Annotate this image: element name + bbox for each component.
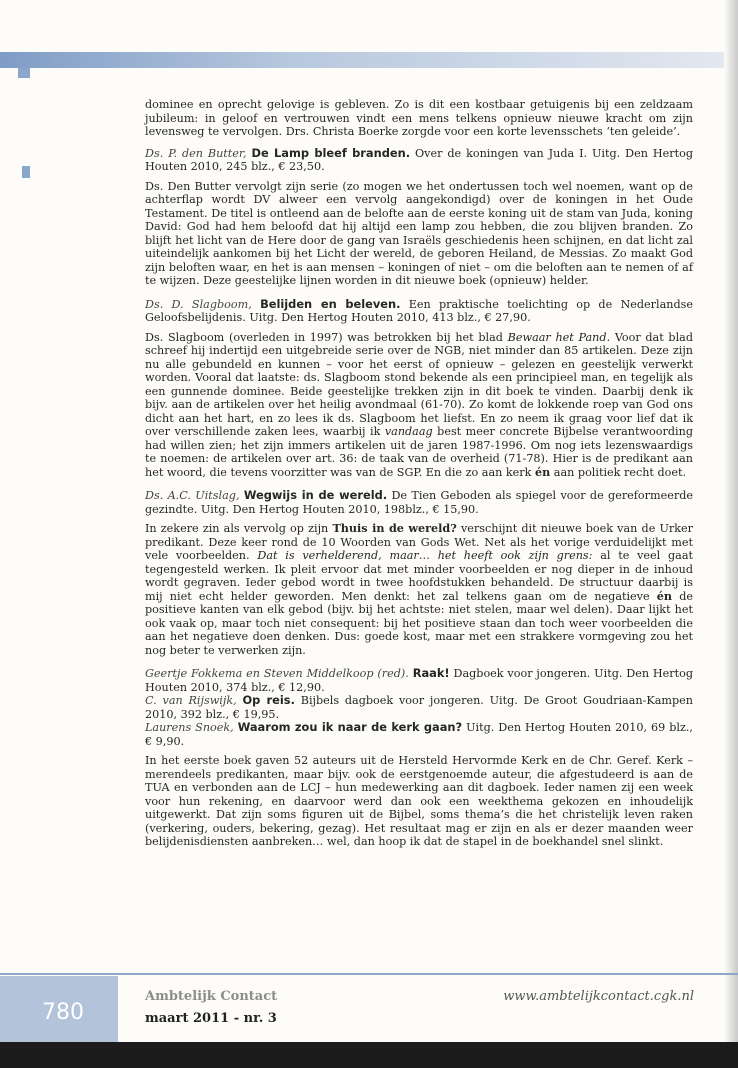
- review-paragraph: [145, 331, 693, 480]
- periodical-name: Bewaar het Pand: [507, 330, 607, 344]
- book-details: Over de koningen van Juda I. Uitg. Den Hertog Houten 2010, 245 blz., € 23,50.: [145, 146, 693, 173]
- book-author: Ds. A.C. Uitslag,: [145, 489, 240, 502]
- margin-mark: [22, 166, 30, 178]
- book-reference: [145, 694, 693, 721]
- book-reference: [145, 298, 693, 325]
- review-text: In zekere zin als vervolg op zijn: [145, 522, 333, 535]
- website-link[interactable]: www.ambtelijkcontact.cgk.nl: [503, 989, 694, 1004]
- emphasis-text: vandaag: [384, 425, 433, 438]
- book-author: Geertje Fokkema en Steven Middelkoop (red).: [145, 667, 409, 680]
- book-reference: [145, 721, 693, 748]
- header-band: [0, 52, 738, 68]
- review-paragraph: Ds. Den Butter vervolgt zijn serie (zo mogen we het ondertussen toch wel noemen, want op de achterflap wordt DV alweer een vervolg aangekondigd) over de koningen in het Oude Testament. De titel is ontleend aan de belofte aan de eerste koning uit de stam van Juda, koning David: God had hem beloofd dat hij altijd een lamp zou hebben, die zou blijven branden. Zo blijft het licht van de Here door de gang van Israëls geschiedenis heen schijnen, en dat licht zal uiteindelijk aankomen bij het Licht der wereld, de geboren Heiland, de Messias. Zo maakt God zijn beloften waar, en het is aan mensen – koningen of niet – om die beloften aan te nemen of af te wijzen. Deze geestelijke lijnen worden in dit nieuwe boek (opnieuw) helder.: [145, 179, 693, 287]
- review-text: aan politiek recht doet.: [550, 465, 687, 479]
- book-details: De Tien Geboden als spiegel voor de gereformeerde gezindte. Uitg. Den Hertog Houten 2010, 198blz., € 15,90.: [145, 489, 693, 516]
- issue-label: maart 2011 - nr. 3: [145, 1011, 277, 1026]
- book-details: Bijbels dagboek voor jongeren. Uitg. De Groot Goudriaan-Kampen 2010, 392 blz., € 19,95.: [145, 694, 694, 721]
- book-reference: [145, 489, 693, 516]
- footer-divider: [0, 973, 738, 975]
- page-number: 780: [42, 1000, 84, 1025]
- page-edge: [724, 0, 738, 1068]
- book-title: Wegwijs in de wereld.: [243, 488, 388, 502]
- book-title-mention: Thuis in de wereld?: [332, 521, 457, 535]
- review-text: de positieve kanten van elk gebod (bijv. bij het achtste: niet stelen, maar wel delen). Daar lijkt het ook vaak op, maar toch niet consequent: bij het positieve staan dan toch weer voorbeelden die aan het negatieve doen denken. Dus: goede kost, maar met een strakkere vormgeving zou het nog beter te verwerken zijn.: [145, 589, 693, 657]
- review-paragraph: In het eerste boek gaven 52 auteurs uit de Hersteld Hervormde Kerk en de Chr. Geref. Kerk – merendeels predikanten, maar bijv. ook de eerstgenoemde auteur, die afgestudeerd is aan de TUA en verbonden aan de LCJ – hun medewerking aan dit dagboek. Ieder namen zij een week voor hun rekening, en daarvoor werd dan ook een weekthema gekozen en inhoudelijk uitgewerkt. Dat zijn soms figuren uit de Bijbel, soms thema’s die het christelijk leven raken (verkering, ouders, bekering, gezag). Het resultaat mag er zijn en als er dezer maanden weer belijdenisdiensten aanbreken… wel, dan hoop ik dat de stapel in de boekhandel snel slinkt.: [145, 754, 693, 848]
- journal-name: Ambtelijk Contact: [145, 989, 278, 1004]
- scan-edge: [0, 1042, 738, 1068]
- review-text: Ds. Slagboom (overleden in 1997) was betrokken bij het blad: [145, 330, 508, 344]
- book-title: Raak!: [412, 666, 450, 680]
- book-author: Ds. P. den Butter,: [145, 146, 247, 160]
- book-title: Waarom zou ik naar de kerk gaan?: [237, 720, 463, 734]
- book-reference: [145, 667, 693, 694]
- book-reference: [145, 147, 693, 174]
- article-body: [145, 98, 693, 857]
- emphasis-text: én: [656, 588, 673, 603]
- book-details: Dagboek voor jongeren. Uitg. Den Hertog Houten 2010, 374 blz., € 12,90.: [145, 667, 694, 694]
- book-title: Belijden en beleven.: [260, 296, 401, 311]
- intro-paragraph: dominee en oprecht gelovige is gebleven. Zo is dit een kostbaar getuigenis bij een zeldzaam jubileum: in geloof en vertrouwen vindt een mens telkens opnieuw nieuwe kracht om zijn levensweg te vervolgen. Drs. Christa Boerke zorgde voor een korte levensschets ‘ten geleide’.: [145, 98, 693, 138]
- review-text: best meer concrete Bijbelse verantwoording had willen zien; het zijn immers artikelen uit de jaren 1987-1996. Om nog iets lezenswaardigs te noemen: de artikelen over art. 36: de taak van de overheid (71-78). Hier is de predikant aan het woord, die tevens voorzitter was van de SGP. En die zo aan kerk: [145, 425, 693, 479]
- margin-mark: [18, 68, 30, 78]
- review-text: . Voor dat blad schreef hij indertijd een uitgebreide serie over de NGB, niet minder dan 85 artikelen. Deze zijn nu alle gebundeld en kunnen – voor het eerst of opnieuw – gelezen en geestelijk verwerkt worden. Vooral dat laatste: ds. Slagboom stond bekende als een principieel man, en tegelijk als een gunnende dominee. Beide geestelijke trekken zijn in dit boek te vinden. Daarbij denk ik bijv. aan de artikelen over het heilig avondmaal (61-70). Zo komt de lokkende roep van God ons dicht aan het hart, en zo lees ik ds. Slagboom het liefst. En zo neem ik graag voor lief dat ik over verschillende zaken lees, waarbij ik: [145, 330, 693, 438]
- emphasis-text: én: [534, 464, 551, 479]
- book-author: Ds. D. Slagboom,: [145, 297, 252, 311]
- book-author: C. van Rijswijk,: [145, 694, 237, 707]
- book-title: De Lamp bleef branden.: [251, 145, 411, 160]
- book-title: Op reis.: [242, 693, 295, 707]
- emphasis-text: Dat is verhelderend, maar… het heeft ook zijn grens:: [257, 549, 593, 562]
- review-paragraph: [145, 522, 693, 657]
- review-text: verschijnt dit nieuwe boek van de Urker predikant. Deze keer rond de 10 Woorden van Gods Wet. Net als het vorige verduidelijkt met vele voorbeelden.: [145, 522, 694, 562]
- book-details: Een praktische toelichting op de Nederlandse Geloofsbelijdenis. Uitg. Den Hertog Houten 2010, 413 blz., € 27,90.: [145, 297, 693, 324]
- book-author: Laurens Snoek,: [145, 721, 234, 734]
- review-text: al te veel gaat tegengesteld werken. Ik pleit ervoor dat met minder voorbeelden er nog dieper in de inhoud wordt gegraven. Ieder gebod wordt in twee hoofdstukken behandeld. De structuur daarbij is mij niet echt helder geworden. Men denkt: het zal telkens gaan om de negatieve: [145, 549, 694, 603]
- book-details: Uitg. Den Hertog Houten 2010, 69 blz., € 9,90.: [145, 721, 693, 748]
